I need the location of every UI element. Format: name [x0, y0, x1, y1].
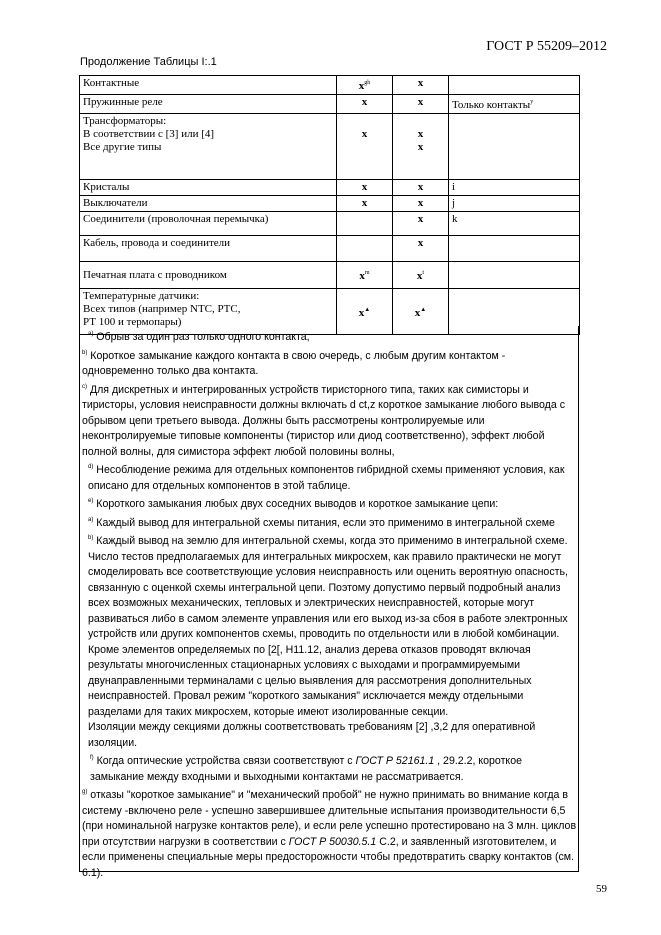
- table-caption: Продолжение Таблицы І:.1: [80, 56, 217, 68]
- table-cell: [449, 262, 580, 289]
- standard-reference: ГОСТ Р 50030.5.1: [288, 835, 377, 848]
- table-cell: x: [337, 180, 393, 196]
- table-cell: Пружинные реле: [80, 95, 337, 114]
- table-cell: Соединители (проволочная перемычка): [80, 212, 337, 236]
- table-cell: Кабель, провода и соединители: [80, 236, 337, 262]
- table-row: [80, 180, 580, 196]
- table-cell: x: [393, 212, 449, 236]
- table-row: [80, 236, 580, 262]
- table-cell: x▲: [393, 289, 449, 335]
- table-cell: k: [449, 212, 580, 236]
- table-cell: x: [337, 114, 393, 180]
- table-cell: Контактные: [80, 76, 337, 95]
- table-cell: $x^t$: [393, 262, 449, 289]
- table-row: [80, 114, 580, 180]
- standard-reference: ГОСТ Р 52161.1: [355, 755, 435, 767]
- table-cell: x x: [393, 114, 449, 180]
- table-cell: [449, 114, 580, 180]
- table-cell: [449, 76, 580, 95]
- table-cell: x: [393, 95, 449, 114]
- footnote-f: $^{f)}$ Когда оптические устройства связи соответствуют с ГОСТ Р 52161.1 , 29.2.2, короткое замыкание между входными и выходными контактами не рассматривается.: [90, 755, 522, 783]
- note-paragraph: Кроме элементов определяемых по [2[, Н11.12, анализ дерева отказов проводят включая результаты многочисленных стационарных условиях с выходами и программируемыми двунаправленными терминалами с целью выявления для рассмотрения дополнительных неисправностей. Провал режим "короткого замыкания" исключается между отдельными разделами для таких микросхем, которые имеют изолированные секции.: [88, 643, 532, 718]
- footnote-d: $^{d)}$ Несоблюдение режима для отдельных компонентов гибридной схемы применяют условия, как описано для отдельных компонентов в этой таблице.: [88, 464, 565, 492]
- table-cell: [337, 212, 393, 236]
- footnote-c: $^{c)}$ Для дискретных и интегрированных устройств тиристорного типа, таких как симисторы и тиристоры, условия неисправности должны включать d ct,z короткое замыкание любого вывода с обрывом цепи третьего вывода. Должны быть рассмотрены контролируемые или неконтролируемые типовые компоненты (тиристор или диод соответственно), эффект любой полной волны, для симистора эффект любой половины волны,: [82, 383, 565, 458]
- table-cell: j: [449, 196, 580, 212]
- footnote-e-a: $^{a)}$ Каждый вывод для интегральной схемы питания, если это применимо в интегральной схеме: [88, 516, 555, 529]
- table-row: [80, 196, 580, 212]
- table-cell: x: [337, 95, 393, 114]
- component-fault-table: [79, 75, 580, 335]
- footnote-e-b: $^{b)}$ Каждый вывод на землю для интегральной схемы, когда это применимо в интегральной схеме. Число тестов предполагаемых для интегральных микросхем, как правило практически не могут смоделировать все соответствующие условия неисправность или оценить вероятную опасность, связанную с оценкой схемы интегральной цепи. Поэтому допустимо первый подробный анализ всех возможных механических, тепловых и электрических неисправностей, которые могут развиваться либо в самом элементе управления или его выход из-за сбоя в работе электронных устройств или других компонентов схемы, проводить по отдельности или в любой комбинации.: [88, 535, 568, 640]
- table-cell: Кристалы: [80, 180, 337, 196]
- footnote-a: $^{a)}$ Обрыв за один раз только одного контакта,: [88, 331, 310, 343]
- table-cell: i: [449, 180, 580, 196]
- table-cell: Трансформаторы: В соответствии с [3] или [4] Все другие типы: [80, 114, 337, 180]
- table-cell: x: [393, 236, 449, 262]
- table-row: [80, 95, 580, 114]
- table-row: [80, 76, 580, 95]
- footnote-e: $^{e)}$ Короткого замыкания любых двух соседних выводов и короткое замыкание цепи:: [88, 498, 499, 510]
- table-cell: x: [393, 76, 449, 95]
- table-cell: x▲: [337, 289, 393, 335]
- note-paragraph: Изоляции между секциями должны соответствовать требованиям [2] ,3,2 для оперативной изоляции.: [88, 721, 536, 749]
- table-cell: x: [393, 180, 449, 196]
- table-cell: [337, 236, 393, 262]
- table-cell: $x^m$: [337, 262, 393, 289]
- table-cell: Печатная плата с проводником: [80, 262, 337, 289]
- table-cell: x: [393, 196, 449, 212]
- table-cell: [449, 236, 580, 262]
- table-cell: Только контакты$^y$: [449, 95, 580, 114]
- table-notes: [79, 326, 579, 879]
- table-cell: Выключатели: [80, 196, 337, 212]
- table-cell: $x^{gh}$: [337, 76, 393, 95]
- table-row: [80, 262, 580, 289]
- footnote-g: $^{g)}$ отказы "короткое замыкание" и "механический пробой" не нужно принимать во внимание когда в систему -включено реле - успешно завершившее длительные испытания производительности 6,5 (при номинальной нагрузке контактов реле), и если реле успешно протестировано на 3 млн. циклов при отсутствии нагрузки в соответствии с ГОСТ Р 50030.5.1 С.2, и заявленный изготовителем, и если применены специальные меры предосторожности чтобы предотвратить сварку контактов (см. 6.1).: [82, 789, 577, 879]
- table-row: [80, 212, 580, 236]
- footnote-b: $^{b)}$ Короткое замыкание каждого контакта в свою очередь, с любым другим контактом - одновременно только два контакта.: [82, 349, 506, 377]
- page-number: 59: [596, 883, 607, 895]
- table-cell: x: [337, 196, 393, 212]
- document-id: ГОСТ Р 55209–2012: [486, 39, 607, 54]
- table-cell: Температурные датчики: Всех типов (например NTC, PTC, РТ 100 и термопары): [80, 289, 337, 335]
